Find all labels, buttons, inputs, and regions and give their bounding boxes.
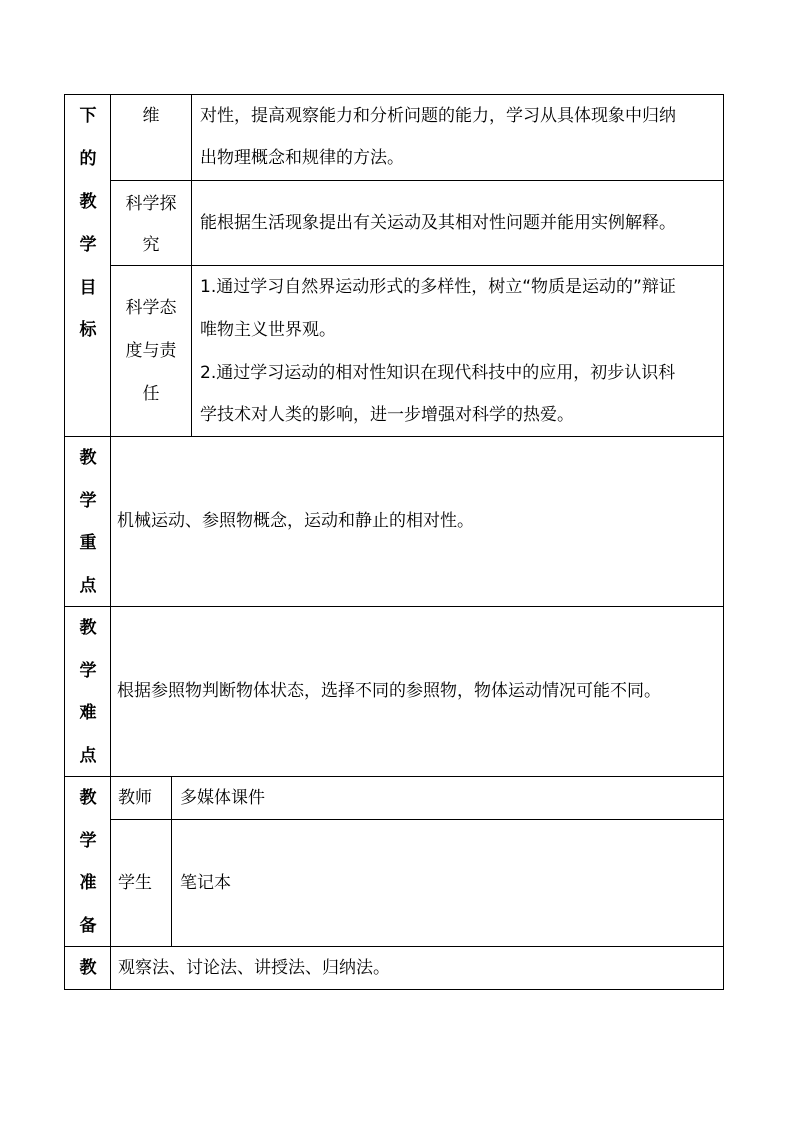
objectives-row-content-line: 1.通过学习自然界运动形式的多样性，树立“物质是运动的”辩证: [200, 277, 676, 297]
header-column-divider: [110, 94, 111, 990]
key-points-header-char: 点: [79, 576, 97, 596]
objectives-row-content-line: 对性，提高观察能力和分析问题的能力，学习从具体现象中归纳: [200, 106, 676, 126]
objectives-row-content-line: 出物理概念和规律的方法。: [200, 148, 404, 168]
objectives-row-label: 维: [142, 106, 160, 126]
objectives-row-label: 科学探: [125, 194, 177, 214]
preparation-role-divider: [171, 776, 172, 946]
table-border-right: [723, 94, 724, 990]
preparation-item-teacher: 多媒体课件: [180, 788, 265, 808]
difficulties-header-char: 教: [79, 618, 97, 638]
preparation-header-char: 准: [79, 873, 97, 893]
difficulties-header-char: 点: [79, 746, 97, 766]
objectives-row-content-line: 唯物主义世界观。: [200, 320, 336, 340]
objectives-row-label: 科学态: [125, 298, 177, 318]
preparation-header-char: 教: [79, 788, 97, 808]
objectives-header-char: 教: [79, 192, 97, 212]
difficulties-content: 根据参照物判断物体状态，选择不同的参照物，物体运动情况可能不同。: [117, 681, 661, 701]
objectives-row-content-line: 2.通过学习运动的相对性知识在现代科技中的应用，初步认识科: [200, 363, 676, 383]
key-points-header-char: 学: [79, 491, 97, 511]
key-points-header-char: 重: [79, 533, 97, 553]
methods-content: 观察法、讨论法、讲授法、归纳法。: [118, 958, 390, 978]
preparation-row-divider: [110, 819, 723, 820]
difficulties-header-char: 学: [79, 661, 97, 681]
section-divider-key-points: [64, 436, 724, 437]
objectives-header-char: 的: [79, 149, 97, 169]
section-divider-difficulties: [64, 606, 724, 607]
objectives-row-label: 度与责: [125, 341, 177, 361]
objectives-row-content-line: 能根据生活现象提出有关运动及其相对性问题并能用实例解释。: [200, 213, 676, 233]
methods-header-char: 教: [79, 958, 97, 978]
key-points-header-char: 教: [79, 448, 97, 468]
section-divider-preparation: [64, 776, 724, 777]
preparation-item-student: 笔记本: [180, 873, 231, 893]
objectives-row-content-line: 学技术对人类的影响，进一步增强对科学的热爱。: [200, 405, 574, 425]
table-border-left: [64, 94, 65, 990]
preparation-role-teacher: 教师: [118, 788, 152, 808]
objectives-row-label: 任: [142, 384, 160, 404]
objectives-header-char: 标: [79, 320, 97, 340]
preparation-header-char: 备: [79, 916, 97, 936]
objectives-header-char: 学: [79, 235, 97, 255]
objectives-row-divider-1: [110, 180, 723, 181]
preparation-header-char: 学: [79, 831, 97, 851]
table-border-bottom: [64, 989, 724, 990]
objectives-row-label: 究: [142, 235, 160, 255]
objectives-header-char: 目: [79, 278, 97, 298]
preparation-role-student: 学生: [118, 873, 152, 893]
difficulties-header-char: 难: [79, 703, 97, 723]
objectives-header-char: 下: [79, 106, 97, 126]
key-points-content: 机械运动、参照物概念，运动和静止的相对性。: [117, 511, 474, 531]
